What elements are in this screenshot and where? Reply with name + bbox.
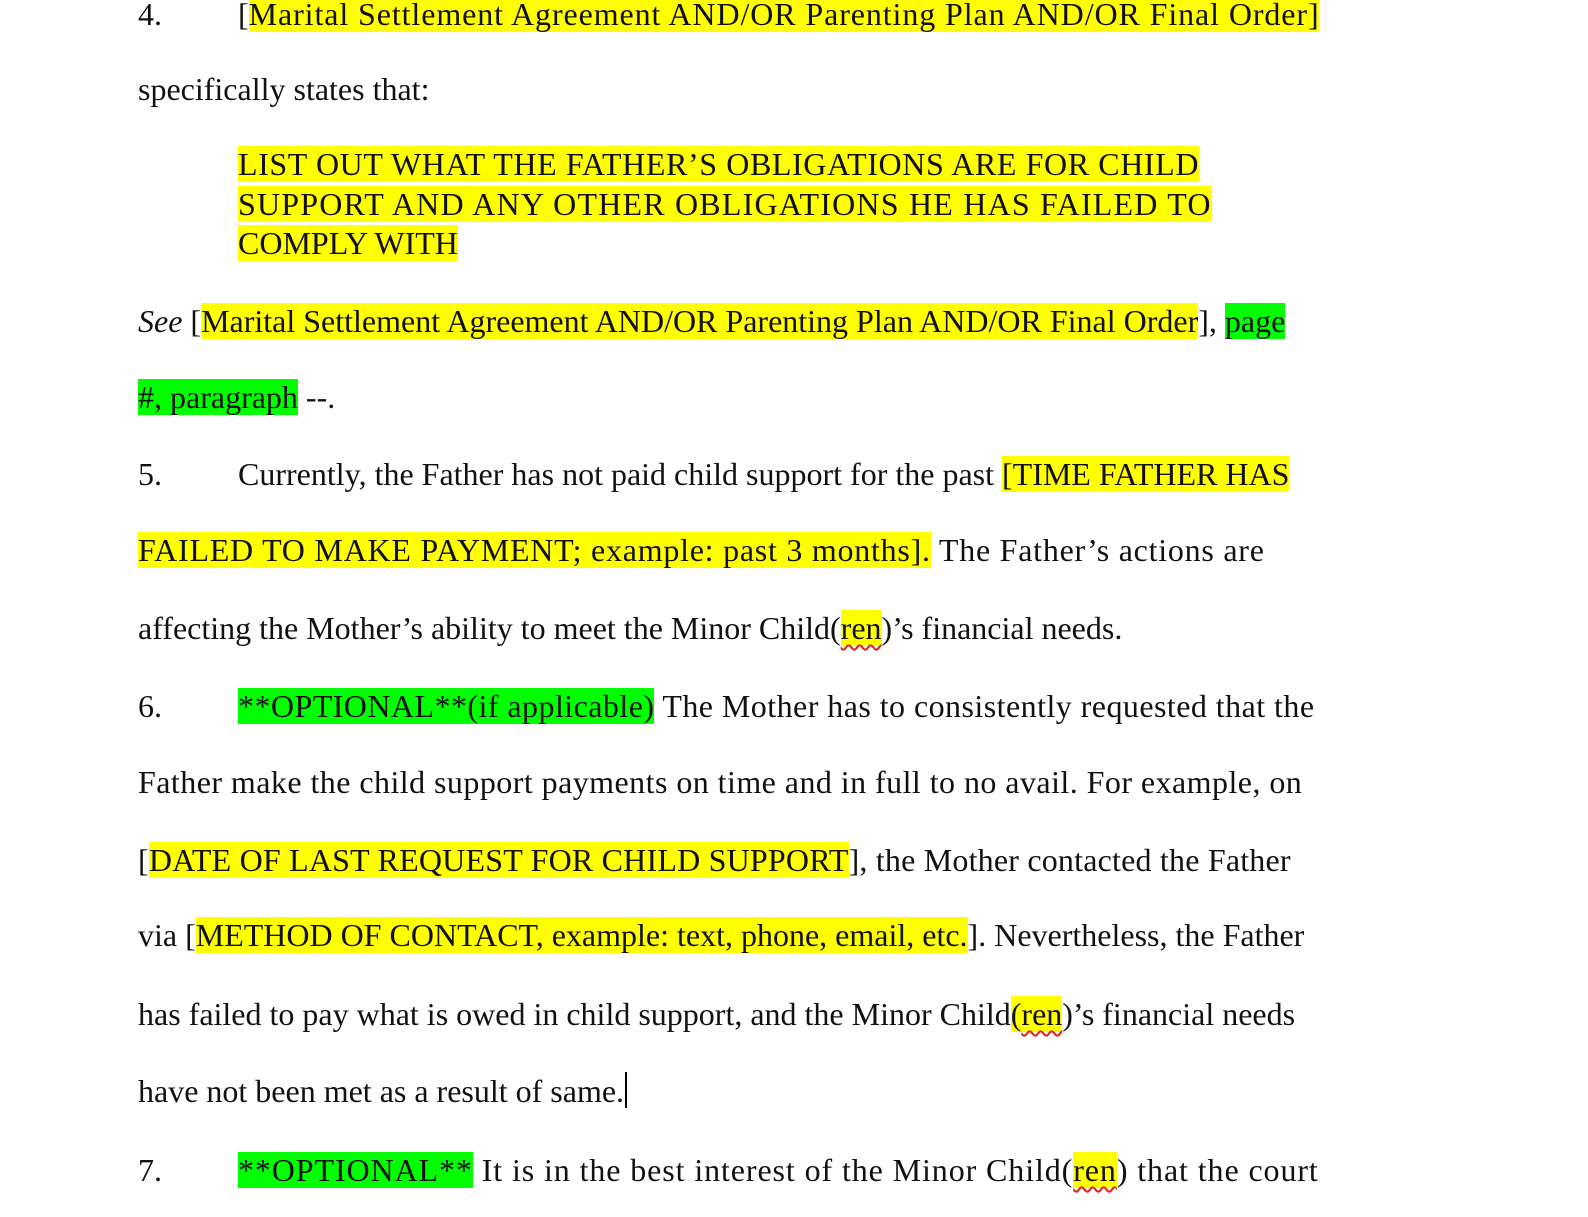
p4-block-line-1: LIST OUT WHAT THE FATHER’S OBLIGATIONS ARE FOR CHILD [238,146,1200,182]
p4-line-1 [138,0,1343,34]
p5-number: 5. [138,456,162,492]
page-ref-placeholder: page [1224,303,1286,339]
p7-line-1: 7. **OPTIONAL** It is in the best interest of the Minor Child(ren) that the court [138,1152,1319,1188]
p6-line-6: have not been met as a result of same. [138,1071,1343,1111]
paragraph-ref-placeholder: #, paragraph [138,379,298,415]
p6-line-3: [DATE OF LAST REQUEST FOR CHILD SUPPORT], the Mother contacted the Father [138,842,1291,878]
p4-title: [Marital Settlement Agreement AND/OR Parenting Plan AND/OR Final Order] [238,0,1343,34]
p4-see-line-2: #, paragraph --. [138,379,336,415]
text-cursor [625,1072,627,1108]
p6-line-4: via [METHOD OF CONTACT, example: text, phone, email, etc.]. Nevertheless, the Father [138,917,1305,953]
p4-lead: specifically states that: [138,71,430,107]
optional-tag: **OPTIONAL** [238,1152,473,1188]
ren-placeholder: ren [1021,996,1063,1032]
p5-line-1: 5. Currently, the Father has not paid child support for the past [TIME FATHER HAS [138,456,1290,492]
p5-line-3: affecting the Mother’s ability to meet the Minor Child(ren)’s financial needs. [138,610,1123,646]
ren-placeholder: ren [1073,1152,1117,1188]
contact-method-placeholder: METHOD OF CONTACT, example: text, phone, email, etc. [195,917,968,953]
p7-number: 7. [138,1152,162,1188]
p6-line-5: has failed to pay what is owed in child support, and the Minor Child(ren)’s financial needs [138,996,1296,1032]
p5-line-2: FAILED TO MAKE PAYMENT; example: past 3 months]. The Father’s actions are [138,532,1265,568]
p6-line-2: Father make the child support payments on time and in full to no avail. For example, on [138,764,1303,800]
p4-block-line-3: COMPLY WITH [238,225,458,261]
optional-tag: **OPTIONAL**(if applicable) [238,688,655,724]
p4-block-line-2: SUPPORT AND ANY OTHER OBLIGATIONS HE HAS FAILED TO [238,186,1212,222]
p4-number: 4. [138,0,162,32]
ren-placeholder: ren [840,610,882,646]
p4-see-line: See [Marital Settlement Agreement AND/OR Parenting Plan AND/OR Final Order], page [138,303,1286,339]
date-placeholder: DATE OF LAST REQUEST FOR CHILD SUPPORT [148,842,849,878]
see-signal: See [138,303,183,339]
see-doc-placeholder: Marital Settlement Agreement AND/OR Parenting Plan AND/OR Final Order [201,303,1199,339]
p6-number: 6. [138,688,162,724]
p4-title-placeholder: Marital Settlement Agreement AND/OR Parenting Plan AND/OR Final Order [249,0,1308,32]
p5-time-placeholder: [TIME FATHER HAS [1001,456,1290,492]
p5-time-placeholder-cont: FAILED TO MAKE PAYMENT; example: past 3 months]. [138,532,931,568]
p6-line-1: 6. **OPTIONAL**(if applicable) The Mother has to consistently requested that the [138,688,1315,724]
